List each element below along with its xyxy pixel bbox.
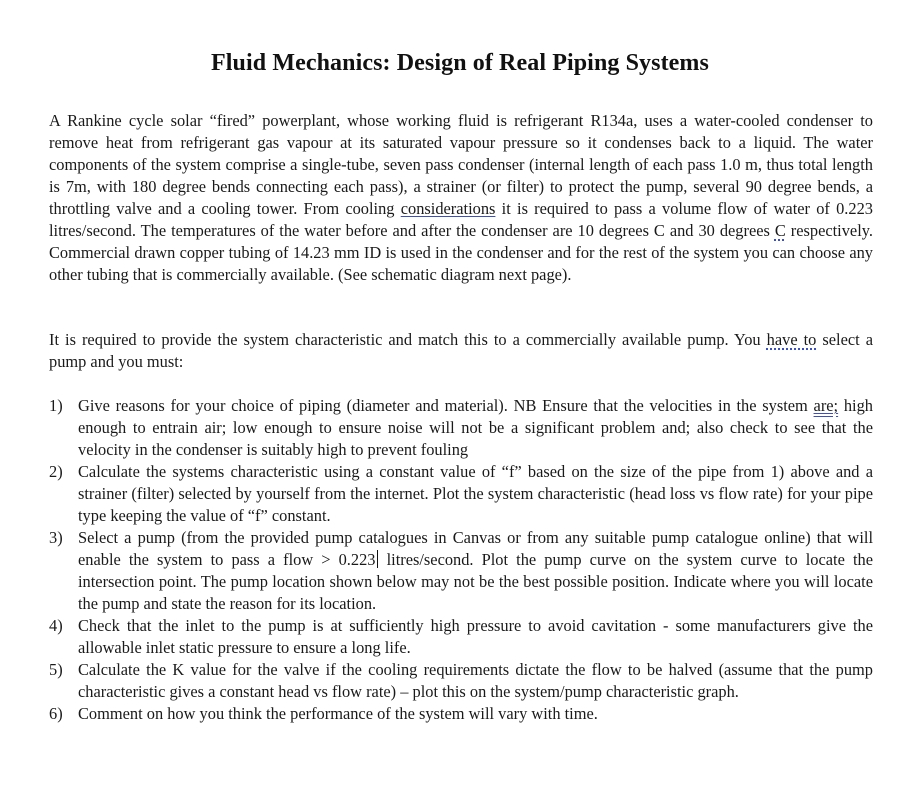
- grammar-flag-are[interactable]: are;: [813, 396, 839, 415]
- intro-text-part-1: A Rankine cycle solar “fired” powerplant, whose working fluid is refrigerant R134a, uses a water-cooled condenser to remove heat from refrigerant gas vapour at its saturated vapour pressure so it condenses back to a liquid. The water components of the system comprise a single-tube, seven pass condenser (internal length of each pass 1.0 m, thus total length is 7m, with 180 degree bends connecting each pass), a strainer (or filter) to protect the pump, several 90 degree bends, a throttling valve and a cooling tower. From cooling: [49, 111, 873, 218]
- list-item: [49, 527, 873, 615]
- intro-text-part-2: it is required to pass a volume flow of water of 0.223 litres/second. The temperatures of the water before and after the condenser are 10 degrees C and 30 degrees: [49, 199, 873, 240]
- task-2-text: Calculate the systems characteristic using a constant value of “f” based on the size of the pipe from 1) above and a strainer (filter) selected by yourself from the internet. Plot the system characteristic (head loss vs flow rate) for your pipe type keeping the value of “f” constant.: [78, 462, 873, 525]
- text-cursor: [377, 550, 378, 568]
- list-item: [49, 659, 873, 703]
- list-item-number: 2): [49, 462, 63, 481]
- list-item: [49, 615, 873, 659]
- grammar-flag-considerations[interactable]: considerations: [400, 199, 496, 218]
- task-4-text: Check that the inlet to the pump is at sufficiently high pressure to avoid cavitation - some manufacturers give the allowable inlet static pressure to ensure a long life.: [78, 616, 873, 657]
- task-6-text: Comment on how you think the performance of the system will vary with time.: [78, 704, 598, 723]
- intro-paragraph: [49, 110, 873, 286]
- task-3-text-part-1: Select a pump (from the provided pump catalogues in Canvas or from any suitable pump catalogue online) that will enable the system to pass a flow > 0.223: [78, 528, 873, 569]
- grammar-flag-have-to[interactable]: have to: [766, 330, 817, 349]
- document-title: Fluid Mechanics: Design of Real Piping Systems: [211, 50, 709, 76]
- task-1-text-part-2: high enough to entrain air; low enough to ensure noise will not be a significant problem and; also check to see that the velocity in the condenser is suitably high to prevent fouling: [78, 396, 873, 459]
- list-item-number: 3): [49, 528, 63, 547]
- grammar-flag-c[interactable]: C: [774, 221, 786, 240]
- list-item-number: 4): [49, 616, 63, 635]
- list-item-number: 1): [49, 396, 63, 415]
- list-item: [49, 395, 873, 461]
- requirement-text-part-2: select a pump and you must:: [49, 330, 873, 371]
- task-list: [49, 395, 873, 725]
- intro-text-part-3: respectively. Commercial drawn copper tubing of 14.23 mm ID is used in the condenser and for the rest of the system you can choose any other tubing that is commercially available. (See schematic diagram next page).: [49, 221, 873, 284]
- task-5-text: Calculate the K value for the valve if the cooling requirements dictate the flow to be halved (assume that the pump characteristic gives a constant head vs flow rate) – plot this on the system/pump characteristic graph.: [78, 660, 873, 701]
- list-item: [49, 703, 873, 725]
- task-1-text-part-1: Give reasons for your choice of piping (diameter and material). NB Ensure that the velocities in the system: [78, 396, 814, 415]
- list-item: [49, 461, 873, 527]
- requirement-paragraph: [49, 329, 873, 373]
- task-3-text-part-2: litres/second. Plot the pump curve on the system curve to locate the intersection point. The pump location shown below may not be the best possible position. Indicate where you will locate the pump and state the reason for its location.: [78, 550, 873, 613]
- requirement-text-part-1: It is required to provide the system characteristic and match this to a commercially available pump. You: [49, 330, 767, 349]
- list-item-number: 5): [49, 660, 63, 679]
- list-item-number: 6): [49, 704, 63, 723]
